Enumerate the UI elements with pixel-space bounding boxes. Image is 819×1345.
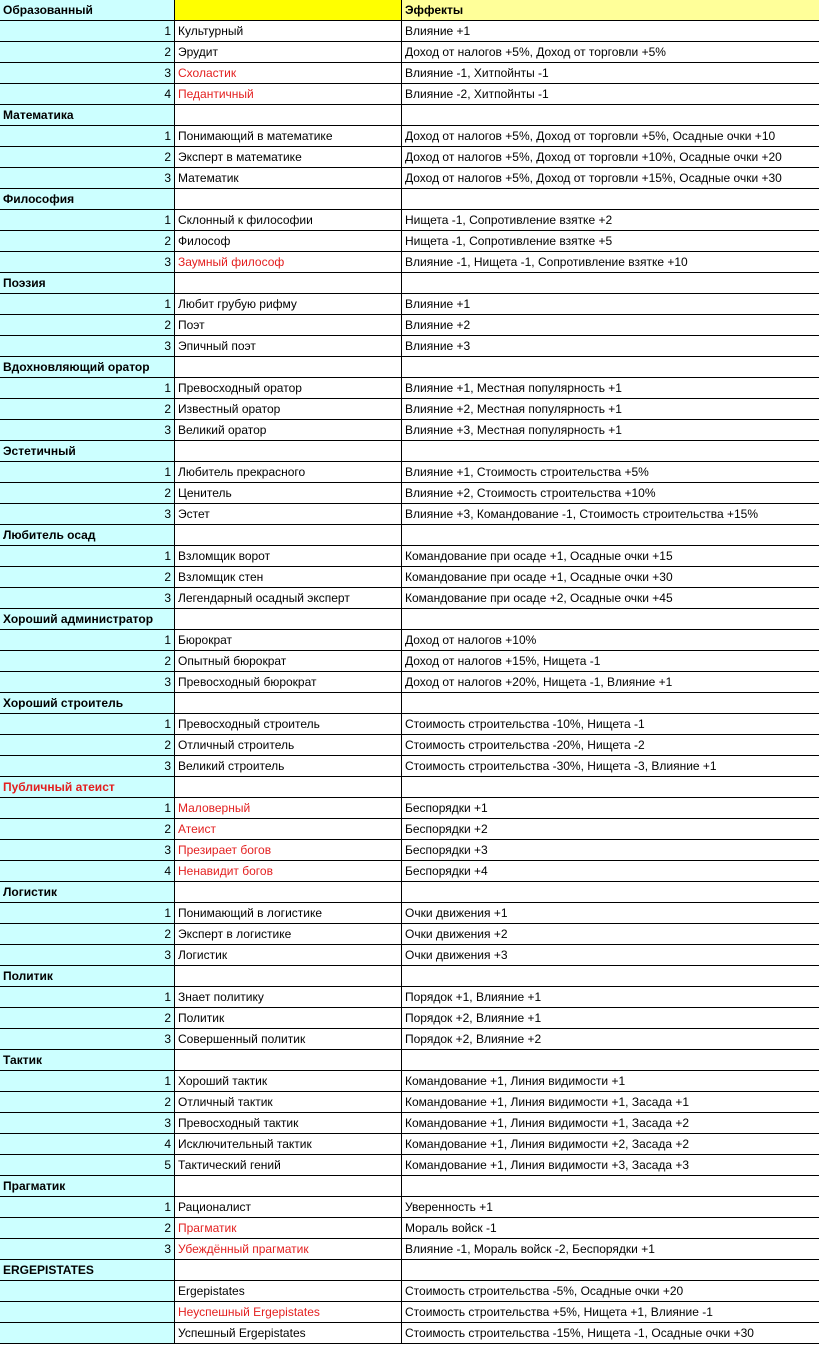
empty-cell[interactable] [175, 105, 402, 125]
trait-effect-cell[interactable]: Влияние +1, Местная популярность +1 [405, 381, 622, 395]
trait-effect-cell[interactable]: Уверенность +1 [405, 1200, 493, 1214]
level-number-cell[interactable]: 3 [0, 1029, 175, 1049]
level-number-cell[interactable]: 3 [0, 252, 175, 272]
level-number-cell[interactable]: 3 [0, 1113, 175, 1133]
trait-name-cell[interactable]: Успешный Ergepistates [175, 1323, 402, 1343]
trait-effect-cell[interactable]: Командование +1, Линия видимости +3, Засада +3 [405, 1158, 690, 1172]
level-number-cell[interactable] [0, 1302, 175, 1322]
group-row [0, 189, 819, 210]
level-number-cell[interactable]: 1 [0, 903, 175, 923]
trait-name-cell[interactable]: Превосходный оратор [175, 378, 402, 398]
trait-name-cell[interactable]: Хороший тактик [175, 1071, 402, 1091]
trait-name-cell[interactable]: Любит грубую рифму [175, 294, 402, 314]
table-row [0, 420, 819, 441]
table-row [0, 84, 819, 105]
trait-effect-cell[interactable]: Командование при осаде +1, Осадные очки +15 [405, 549, 673, 563]
trait-name-cell[interactable]: Ценитель [175, 483, 402, 503]
trait-effect-cell[interactable]: Командование +1, Линия видимости +1, Засада +1 [405, 1095, 690, 1109]
table-row [0, 798, 819, 819]
level-number-cell[interactable]: 2 [0, 315, 175, 335]
group-row [0, 525, 819, 546]
table-row [0, 567, 819, 588]
trait-name-cell[interactable]: Взломщик стен [175, 567, 402, 587]
trait-name-cell[interactable]: Рационалист [175, 1197, 402, 1217]
empty-cell[interactable] [175, 693, 402, 713]
level-number-cell[interactable]: 3 [0, 756, 175, 776]
empty-cell[interactable] [175, 1176, 402, 1196]
trait-name-cell[interactable]: Склонный к философии [175, 210, 402, 230]
trait-effect-cell[interactable]: Доход от налогов +5%, Доход от торговли +5% [405, 45, 666, 59]
table-row [0, 21, 819, 42]
trait-name-cell[interactable]: Ненавидит богов [175, 861, 402, 881]
table-row [0, 504, 819, 525]
level-number-cell[interactable]: 2 [0, 42, 175, 62]
table-row [0, 1008, 819, 1029]
empty-cell[interactable] [402, 1050, 819, 1070]
level-number-cell[interactable]: 4 [0, 84, 175, 104]
group-title-cell[interactable]: Поэзия [0, 273, 175, 293]
level-number-cell[interactable]: 4 [0, 861, 175, 881]
level-number-cell[interactable]: 1 [0, 546, 175, 566]
level-number-cell[interactable]: 2 [0, 1008, 175, 1028]
group-row [0, 105, 819, 126]
trait-name-cell[interactable]: Превосходный строитель [175, 714, 402, 734]
table-row [0, 126, 819, 147]
trait-effect-cell[interactable]: Влияние -1, Нищета -1, Сопротивление взятке +10 [405, 255, 688, 269]
table-row [0, 840, 819, 861]
group-row [0, 693, 819, 714]
group-row [0, 1260, 819, 1281]
table-row [0, 1134, 819, 1155]
trait-effect-cell[interactable]: Беспорядки +3 [405, 843, 488, 857]
table-row [0, 588, 819, 609]
level-number-cell[interactable]: 1 [0, 294, 175, 314]
empty-cell[interactable] [402, 441, 819, 461]
level-number-cell[interactable]: 3 [0, 840, 175, 860]
table-row [0, 1218, 819, 1239]
level-number-cell[interactable]: 3 [0, 168, 175, 188]
table-row [0, 168, 819, 189]
group-row [0, 882, 819, 903]
group-title-cell[interactable]: Эстетичный [0, 441, 175, 461]
group-title-cell[interactable]: Публичный атеист [0, 777, 175, 797]
level-number-cell[interactable]: 1 [0, 378, 175, 398]
trait-effect-cell[interactable]: Стоимость строительства -5%, Осадные очки +20 [405, 1284, 684, 1298]
group-title-cell[interactable]: Философия [0, 189, 175, 209]
level-number-cell[interactable]: 2 [0, 147, 175, 167]
level-number-cell[interactable]: 3 [0, 588, 175, 608]
level-number-cell[interactable] [0, 1323, 175, 1343]
level-number-cell[interactable]: 3 [0, 63, 175, 83]
level-number-cell[interactable]: 2 [0, 735, 175, 755]
trait-name-cell[interactable]: Отличный строитель [175, 735, 402, 755]
table-row [0, 819, 819, 840]
table-row [0, 231, 819, 252]
trait-name-cell[interactable]: Ergepistates [175, 1281, 402, 1301]
trait-effect-cell[interactable]: Мораль войск -1 [405, 1221, 497, 1235]
trait-effect-cell[interactable]: Доход от налогов +5%, Доход от торговли +15%, Осадные очки +30 [405, 171, 782, 185]
trait-name-cell[interactable]: Убеждённый прагматик [175, 1239, 402, 1259]
trait-effect-cell[interactable]: Стоимость строительства -15%, Нищета -1, Осадные очки +30 [405, 1326, 754, 1340]
empty-cell[interactable] [175, 1260, 402, 1280]
trait-effect-cell[interactable]: Стоимость строительства -30%, Нищета -3, Влияние +1 [405, 759, 717, 773]
table-row [0, 987, 819, 1008]
trait-effect-cell[interactable]: Доход от налогов +5%, Доход от торговли +5%, Осадные очки +10 [405, 129, 776, 143]
trait-name-cell[interactable]: Эксперт в математике [175, 147, 402, 167]
table-body [0, 21, 819, 1344]
level-number-cell[interactable]: 2 [0, 483, 175, 503]
trait-effect-cell[interactable]: Влияние +3, Командование -1, Стоимость строительства +15% [405, 507, 758, 521]
table-row [0, 1239, 819, 1260]
empty-cell[interactable] [402, 609, 819, 629]
level-number-cell[interactable]: 2 [0, 1092, 175, 1112]
empty-cell[interactable] [402, 882, 819, 902]
group-title-cell[interactable]: Тактик [0, 1050, 175, 1070]
trait-name-cell[interactable]: Поэт [175, 315, 402, 335]
table-row [0, 903, 819, 924]
level-number-cell[interactable]: 2 [0, 231, 175, 251]
empty-cell[interactable] [402, 1260, 819, 1280]
trait-name-cell[interactable]: Эрудит [175, 42, 402, 62]
group-title-cell[interactable]: Логистик [0, 882, 175, 902]
header-row [0, 0, 819, 21]
table-row [0, 378, 819, 399]
trait-effect-cell[interactable]: Влияние +1 [405, 24, 471, 38]
empty-cell[interactable] [402, 525, 819, 545]
level-number-cell[interactable]: 2 [0, 819, 175, 839]
trait-name-cell[interactable]: Понимающий в логистике [175, 903, 402, 923]
trait-effect-cell[interactable]: Влияние +3 [405, 339, 471, 353]
trait-effect-cell[interactable]: Доход от налогов +15%, Нищета -1 [405, 654, 601, 668]
trait-name-cell[interactable]: Эстет [175, 504, 402, 524]
trait-name-cell[interactable]: Прагматик [175, 1218, 402, 1238]
empty-cell[interactable] [402, 273, 819, 293]
group-row [0, 1176, 819, 1197]
group-title-cell[interactable]: Прагматик [0, 1176, 175, 1196]
trait-effect-cell[interactable]: Влияние -1, Хитпойнты -1 [405, 66, 549, 80]
group-row [0, 609, 819, 630]
trait-name-cell[interactable]: Неуспешный Ergepistates [175, 1302, 402, 1322]
trait-effect-cell[interactable]: Очки движения +3 [405, 948, 508, 962]
trait-effect-cell[interactable]: Стоимость строительства -10%, Нищета -1 [405, 717, 645, 731]
trait-name-cell[interactable]: Любитель прекрасного [175, 462, 402, 482]
table-row [0, 672, 819, 693]
trait-effect-cell[interactable]: Командование +1, Линия видимости +1 [405, 1074, 626, 1088]
trait-name-cell[interactable]: Великий оратор [175, 420, 402, 440]
empty-cell[interactable] [175, 441, 402, 461]
trait-name-cell[interactable]: Легендарный осадный эксперт [175, 588, 402, 608]
header-effects-cell[interactable]: Эффекты [402, 0, 819, 20]
table-row [0, 756, 819, 777]
trait-effect-cell[interactable]: Командование при осаде +1, Осадные очки +30 [405, 570, 673, 584]
level-number-cell[interactable]: 2 [0, 399, 175, 419]
table-row [0, 1155, 819, 1176]
trait-effect-cell[interactable]: Порядок +2, Влияние +2 [405, 1032, 542, 1046]
trait-name-cell[interactable]: Известный оратор [175, 399, 402, 419]
table-row [0, 1092, 819, 1113]
empty-cell[interactable] [175, 525, 402, 545]
trait-name-cell[interactable]: Презирает богов [175, 840, 402, 860]
table-row [0, 945, 819, 966]
trait-name-cell[interactable]: Совершенный политик [175, 1029, 402, 1049]
level-number-cell[interactable]: 2 [0, 567, 175, 587]
table-row [0, 210, 819, 231]
table-row [0, 714, 819, 735]
level-number-cell[interactable]: 4 [0, 1134, 175, 1154]
table-row [0, 924, 819, 945]
trait-name-cell[interactable]: Схоластик [175, 63, 402, 83]
trait-effect-cell[interactable]: Влияние +1, Стоимость строительства +5% [405, 465, 649, 479]
trait-name-cell[interactable]: Философ [175, 231, 402, 251]
trait-name-cell[interactable]: Великий строитель [175, 756, 402, 776]
trait-name-cell[interactable]: Опытный бюрократ [175, 651, 402, 671]
table-row [0, 399, 819, 420]
table-row [0, 252, 819, 273]
group-title-cell[interactable]: Математика [0, 105, 175, 125]
level-number-cell[interactable]: 1 [0, 21, 175, 41]
group-title-cell[interactable]: Хороший администратор [0, 609, 175, 629]
empty-cell[interactable] [402, 966, 819, 986]
trait-name-cell[interactable]: Знает политику [175, 987, 402, 1007]
empty-cell[interactable] [402, 693, 819, 713]
trait-name-cell[interactable]: Отличный тактик [175, 1092, 402, 1112]
group-title-cell[interactable]: Политик [0, 966, 175, 986]
level-number-cell[interactable]: 1 [0, 126, 175, 146]
trait-effect-cell[interactable]: Очки движения +1 [405, 906, 508, 920]
level-number-cell[interactable]: 1 [0, 714, 175, 734]
level-number-cell[interactable]: 1 [0, 462, 175, 482]
trait-effect-cell[interactable]: Доход от налогов +20%, Нищета -1, Влияние +1 [405, 675, 673, 689]
trait-effect-cell[interactable]: Доход от налогов +10% [405, 633, 537, 647]
trait-effect-cell[interactable]: Влияние +2 [405, 318, 471, 332]
empty-cell[interactable] [175, 609, 402, 629]
table-row [0, 147, 819, 168]
trait-effect-cell[interactable]: Доход от налогов +5%, Доход от торговли +10%, Осадные очки +20 [405, 150, 782, 164]
trait-name-cell[interactable]: Превосходный бюрократ [175, 672, 402, 692]
level-number-cell[interactable]: 3 [0, 672, 175, 692]
table-row [0, 1197, 819, 1218]
trait-effect-cell[interactable]: Очки движения +2 [405, 927, 508, 941]
table-row [0, 1281, 819, 1302]
group-row [0, 357, 819, 378]
table-row [0, 63, 819, 84]
group-row [0, 966, 819, 987]
table-row [0, 1071, 819, 1092]
trait-effect-cell[interactable]: Стоимость строительства +5%, Нищета +1, Влияние -1 [405, 1305, 713, 1319]
level-number-cell[interactable]: 1 [0, 798, 175, 818]
empty-cell[interactable] [402, 189, 819, 209]
trait-effect-cell[interactable]: Беспорядки +2 [405, 822, 488, 836]
level-number-cell[interactable]: 2 [0, 1218, 175, 1238]
table-row [0, 861, 819, 882]
trait-name-cell[interactable]: Превосходный тактик [175, 1113, 402, 1133]
table-row [0, 42, 819, 63]
trait-name-cell[interactable]: Атеист [175, 819, 402, 839]
trait-name-cell[interactable]: Тактический гений [175, 1155, 402, 1175]
empty-cell[interactable] [175, 273, 402, 293]
table-row [0, 735, 819, 756]
trait-name-cell[interactable]: Культурный [175, 21, 402, 41]
trait-effect-cell[interactable]: Порядок +2, Влияние +1 [405, 1011, 542, 1025]
level-number-cell[interactable]: 5 [0, 1155, 175, 1175]
table-row [0, 1323, 819, 1344]
trait-effect-cell[interactable]: Порядок +1, Влияние +1 [405, 990, 542, 1004]
trait-effect-cell[interactable]: Влияние +2, Стоимость строительства +10% [405, 486, 656, 500]
trait-name-cell[interactable]: Исключительный тактик [175, 1134, 402, 1154]
trait-name-cell[interactable]: Логистик [175, 945, 402, 965]
trait-name-cell[interactable]: Понимающий в математике [175, 126, 402, 146]
table-row [0, 315, 819, 336]
empty-cell[interactable] [175, 357, 402, 377]
trait-effect-cell[interactable]: Нищета -1, Сопротивление взятке +5 [405, 234, 613, 248]
trait-name-cell[interactable]: Бюрократ [175, 630, 402, 650]
level-number-cell[interactable]: 2 [0, 924, 175, 944]
trait-effect-cell[interactable]: Беспорядки +4 [405, 864, 488, 878]
level-number-cell[interactable]: 1 [0, 1197, 175, 1217]
table-row [0, 1113, 819, 1134]
trait-effect-cell[interactable]: Командование +1, Линия видимости +2, Засада +2 [405, 1137, 690, 1151]
level-number-cell[interactable]: 1 [0, 630, 175, 650]
level-number-cell[interactable]: 2 [0, 651, 175, 671]
trait-name-cell[interactable]: Политик [175, 1008, 402, 1028]
trait-name-cell[interactable]: Заумный философ [175, 252, 402, 272]
trait-effect-cell[interactable]: Влияние +2, Местная популярность +1 [405, 402, 622, 416]
trait-name-cell[interactable]: Эпичный поэт [175, 336, 402, 356]
group-title-cell[interactable]: Вдохновляющий оратор [0, 357, 175, 377]
level-number-cell[interactable]: 1 [0, 210, 175, 230]
table-row [0, 546, 819, 567]
trait-effect-cell[interactable]: Влияние -2, Хитпойнты -1 [405, 87, 549, 101]
table-row [0, 462, 819, 483]
trait-effect-cell[interactable]: Влияние +3, Местная популярность +1 [405, 423, 622, 437]
level-number-cell[interactable]: 3 [0, 420, 175, 440]
group-title-cell[interactable]: Хороший строитель [0, 693, 175, 713]
group-row [0, 777, 819, 798]
level-number-cell[interactable]: 3 [0, 336, 175, 356]
trait-name-cell[interactable]: Взломщик ворот [175, 546, 402, 566]
table-row [0, 336, 819, 357]
empty-cell[interactable] [402, 105, 819, 125]
table-row [0, 1302, 819, 1323]
group-title-cell[interactable]: ERGEPISTATES [0, 1260, 175, 1280]
level-number-cell[interactable]: 1 [0, 1071, 175, 1091]
empty-cell[interactable] [175, 777, 402, 797]
trait-effect-cell[interactable]: Командование при осаде +2, Осадные очки +45 [405, 591, 673, 605]
level-number-cell[interactable]: 3 [0, 504, 175, 524]
group-row [0, 273, 819, 294]
empty-cell[interactable] [175, 882, 402, 902]
level-number-cell[interactable] [0, 1281, 175, 1301]
empty-cell[interactable] [175, 966, 402, 986]
empty-cell[interactable] [175, 1050, 402, 1070]
header-group-cell[interactable]: Образованный [0, 0, 175, 20]
empty-cell[interactable] [402, 1176, 819, 1196]
trait-effect-cell[interactable]: Влияние -1, Мораль войск -2, Беспорядки +1 [405, 1242, 655, 1256]
trait-effect-cell[interactable]: Нищета -1, Сопротивление взятке +2 [405, 213, 613, 227]
trait-effect-cell[interactable]: Влияние +1 [405, 297, 471, 311]
level-number-cell[interactable]: 3 [0, 945, 175, 965]
table-row [0, 483, 819, 504]
group-row [0, 441, 819, 462]
level-number-cell[interactable]: 1 [0, 987, 175, 1007]
group-title-cell[interactable]: Любитель осад [0, 525, 175, 545]
trait-name-cell[interactable]: Эксперт в логистике [175, 924, 402, 944]
level-number-cell[interactable]: 3 [0, 1239, 175, 1259]
table-row [0, 630, 819, 651]
group-row [0, 1050, 819, 1071]
table-row [0, 651, 819, 672]
table-row [0, 294, 819, 315]
empty-cell[interactable] [402, 777, 819, 797]
trait-name-cell[interactable]: Педантичный [175, 84, 402, 104]
table-row [0, 1029, 819, 1050]
trait-effect-cell[interactable]: Командование +1, Линия видимости +1, Засада +2 [405, 1116, 690, 1130]
trait-name-cell[interactable]: Математик [175, 168, 402, 188]
trait-effect-cell[interactable]: Беспорядки +1 [405, 801, 488, 815]
empty-cell[interactable] [402, 357, 819, 377]
trait-effect-cell[interactable]: Стоимость строительства -20%, Нищета -2 [405, 738, 645, 752]
header-name-cell[interactable] [175, 0, 402, 20]
empty-cell[interactable] [175, 189, 402, 209]
trait-name-cell[interactable]: Маловерный [175, 798, 402, 818]
